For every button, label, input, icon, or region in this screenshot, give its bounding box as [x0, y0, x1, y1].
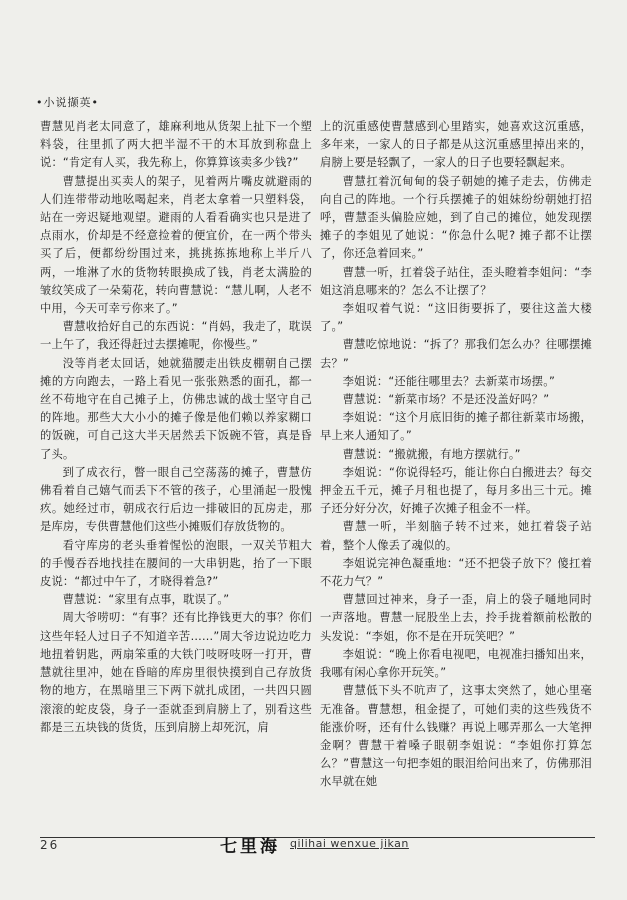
paragraph: 曹慧扛着沉甸甸的袋子朝她的摊子走去，仿佛走向自己的阵地。一个行兵摆摊子的姐妹纷纷朝她打招呼，曹慧歪头偏脸应她，到了自己的摊位，她发现摆摊子的李姐见了她说：“你急什么呢? 摊子都不让摆了，你还急着回来。”: [320, 174, 592, 261]
paragraph: 曹慧提出买卖人的架子，见着两片嘴皮就避雨的人们连带带动地吆喝起来，肖老太拿着一只塑料袋，站在一旁迟疑地观望。避雨的人看看确实也只是进了点雨水，价却是不经意捡着的便宜价，在一两个带头买了后，便都纷纷围过来，挑挑拣拣地称上半斤八两，一堆淋了水的货物转眼换成了钱，肖老太满脸的皱纹笑成了一朵菊花，转向曹慧说：“慧儿啊，人老不中用，今天可幸亏你来了。”: [40, 174, 312, 316]
section-header: •小说撷英•: [36, 96, 99, 109]
paragraph: 曹慧说：“搬就搬，有地方摆就行。”: [342, 447, 521, 461]
paragraph: 曹慧说：“新菜市场？不是还没盖好吗？”: [342, 393, 550, 407]
paragraph: 没等肖老太回话，她就猫腰走出铁皮棚朝自己摆摊的方向跑去，一路上看见一张张熟悉的面孔，都一丝不苟地守在自己摊子上，仿佛忠诚的战士坚守自己的阵地。那些大大小小的摊子像是他们赖以养家糊口的饭碗，可自己这大半天居然丢下饭碗不管，真是昏了头。: [40, 356, 312, 461]
magazine-name: qilihai wenxue jikan: [290, 837, 409, 850]
right-text-column: [320, 118, 592, 792]
paragraph: 曹慧一听，扛着袋子站住，歪头瞪着李姐问：“李姐这消息哪来的？怎么不让摆了？: [320, 265, 592, 297]
paragraph: 曹慧低下头不吭声了，这事太突然了，她心里毫无准备。曹慧想，租金提了，可她们卖的这些残货不能涨价呀，还有什么钱赚？再说上哪弄那么一大笔押金啊？曹慧干着嗓子眼朝李姐说：“李姐你打算怎么？”曹慧这一句把李姐的眼泪给问出来了，仿佛那泪水早就在她: [320, 684, 592, 789]
paragraph: 李姐说：“还能往哪里去？去新菜市场摆。”: [342, 374, 555, 388]
paragraph: 李姐说：“你说得轻巧，能让你白白搬进去？每交押金五千元，摊子月租也提了，每月多出三十元。摊子还分好分次，好摊子次摊子租金不一样。: [320, 465, 592, 516]
paragraph: 曹慧一听，半刻脑子转不过来，她扛着袋子站着，整个人像丢了魂似的。: [320, 520, 592, 552]
magazine-logo: 七里海: [220, 837, 280, 857]
paragraph: 李姐说完神色凝重地：“还不把袋子放下？傻扛着不花力气？”: [320, 556, 592, 589]
paragraph: 曹慧收拾好自己的东西说：“肖妈，我走了，耽误一上午了，我还得赶过去摆摊呢，你慢些。”: [40, 320, 312, 352]
paragraph: 上的沉重感使曹慧感到心里踏实，她喜欢这沉重感，多年来，一家人的日子都是从这沉重感里掉出来的，肩膀上要是轻飘了，一家人的日子也要轻飘起来。: [320, 120, 592, 170]
left-text-column: [40, 118, 312, 737]
paragraph: 曹慧回过神来，身子一歪，肩上的袋子嗵地同时一声落地。曹慧一屁股坐上去，拎手拢着额前松散的头发说：“李姐，你不是在开玩笑吧？”: [320, 593, 592, 643]
page-number: 26: [40, 838, 60, 852]
paragraph: 曹慧见肖老太同意了，雄麻利地从货架上扯下一个塑料袋，往里抓了两大把半湿不干的木耳放到称盘上说：“肯定有人买，我先称上，你算算该卖多少钱?”: [40, 120, 312, 170]
paragraph: 到了成衣行，瞥一眼自己空荡荡的摊子，曹慧仿佛看着自己嬉气而丢下不管的孩子，心里涌起一股愧疚。她经过市，朝成衣行后边一排破旧的瓦房走，那是库房，专供曹慧他们这些小摊贩们存放货物的。: [40, 465, 312, 534]
paragraph: 周大爷唠叨：“有事？还有比挣钱更大的事？你们这些年轻人过日子不知道辛苦……”周大爷边说边吃力地扭着钥匙，两扇笨重的大铁门吱呀吱呀一打开，曹慧就往里冲，她在昏暗的库房里很快摸到自己存放货物的地方，在黑暗里三下两下就扎成团，一共四只圆滚滚的蛇皮袋，身子一歪就歪到肩膀上了，别看这些都是三五块钱的货货，压到肩膀上却死沉，肩: [40, 611, 312, 734]
paragraph: 李姐叹着气说：“这旧街要拆了，要往这盖大楼了。”: [320, 302, 592, 334]
paragraph: 曹慧吃惊地说：“拆了？那我们怎么办？往哪摆摊去？”: [320, 338, 592, 370]
paragraph: 看守库房的老头垂着惺忪的泡眼，一双关节粗大的手慢吞吞地找挂在腰间的一大串钥匙，抬了一下眼皮说：“都过中午了，才晓得着急?”: [40, 538, 312, 589]
paragraph: 曹慧说：“家里有点事，耽误了。”: [62, 593, 230, 607]
paragraph: 李姐说：“晚上你看电视吧，电视准扫播知出来，我哪有闲心拿你开玩笑。”: [320, 647, 592, 680]
paragraph: 李姐说：“这个月底旧街的摊子都往新菜市场搬，早上来人通知了。”: [320, 411, 592, 443]
